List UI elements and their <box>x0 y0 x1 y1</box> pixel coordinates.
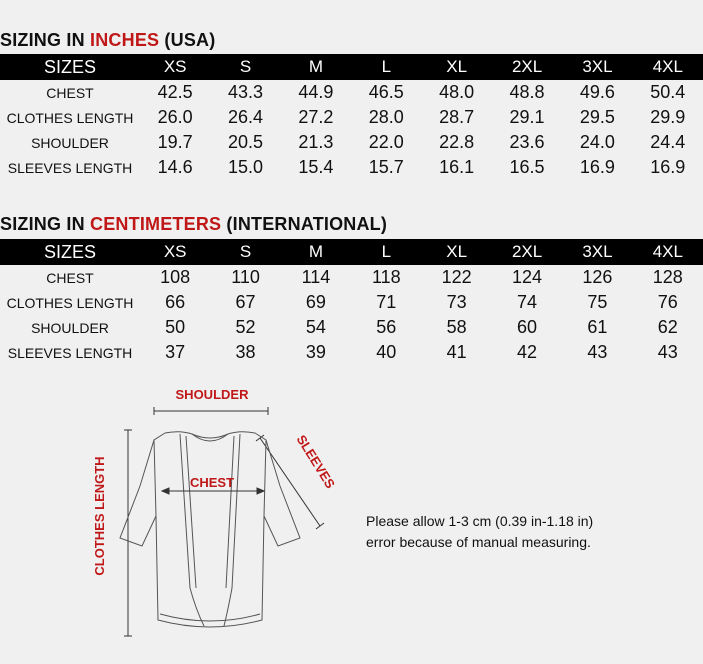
table-cell: 52 <box>235 317 256 337</box>
size-header: 4XL <box>633 54 703 80</box>
note-line-2: error because of manual measuring. <box>366 534 591 550</box>
table-cell: 14.6 <box>157 157 193 177</box>
table-row <box>0 105 703 130</box>
table-cell: 48.8 <box>509 82 545 102</box>
table-cell: 54 <box>305 317 326 337</box>
table-cell: 23.6 <box>509 132 545 152</box>
size-header: S <box>210 239 280 265</box>
size-header: M <box>281 54 351 80</box>
size-header: S <box>210 54 280 80</box>
table-cell: 28.7 <box>439 107 475 127</box>
table-cell: 43 <box>657 342 678 362</box>
size-header: M <box>281 239 351 265</box>
table-cell: 40 <box>376 342 397 362</box>
shoulder-measure-line <box>154 407 268 415</box>
table-cell: 61 <box>587 317 608 337</box>
table-cell: 20.5 <box>228 132 264 152</box>
table-cell: 60 <box>517 317 538 337</box>
centimeters-section-title <box>0 214 387 235</box>
table-cell: 114 <box>301 267 331 287</box>
table-cell: 16.1 <box>439 157 475 177</box>
table-cell: 19.7 <box>157 132 193 152</box>
table-row <box>0 155 703 180</box>
table-cell: 44.9 <box>298 82 334 102</box>
inches-title-suffix: (USA) <box>159 30 216 50</box>
table-cell: 122 <box>441 267 472 287</box>
size-header: 2XL <box>492 239 562 265</box>
size-header: 3XL <box>562 54 632 80</box>
table-cell: 39 <box>305 342 326 362</box>
size-header: XS <box>140 239 210 265</box>
table-row <box>0 290 703 315</box>
garment-measurement-diagram <box>0 378 360 664</box>
table-cell: 28.0 <box>368 107 404 127</box>
centimeters-size-table <box>0 239 703 365</box>
size-header: XL <box>422 54 492 80</box>
table-cell: 26.4 <box>228 107 264 127</box>
row-label: SHOULDER <box>31 134 109 151</box>
table-header-row <box>0 239 703 265</box>
table-cell: 49.6 <box>579 82 615 102</box>
chest-label: CHEST <box>189 475 235 490</box>
table-cell: 26.0 <box>157 107 193 127</box>
table-row <box>0 80 703 105</box>
table-cell: 27.2 <box>298 107 334 127</box>
table-cell: 43.3 <box>228 82 264 102</box>
table-cell: 48.0 <box>439 82 475 102</box>
table-cell: 66 <box>165 292 186 312</box>
shoulder-label: SHOULDER <box>175 387 249 402</box>
table-cell: 42 <box>517 342 538 362</box>
table-cell: 50.4 <box>650 82 686 102</box>
table-cell: 15.4 <box>298 157 334 177</box>
note-line-1: Please allow 1-3 cm (0.39 in-1.18 in) <box>366 513 594 529</box>
inches-section-title <box>0 30 215 51</box>
size-header: XS <box>140 54 210 80</box>
table-cell: 43 <box>587 342 608 362</box>
table-cell: 108 <box>160 267 191 287</box>
table-cell: 41 <box>446 342 467 362</box>
inches-size-table <box>0 54 703 180</box>
measurement-note <box>366 511 593 553</box>
table-row <box>0 315 703 340</box>
table-cell: 50 <box>165 317 186 337</box>
row-label: SLEEVES LENGTH <box>7 159 133 176</box>
row-label: CLOTHES LENGTH <box>6 294 134 311</box>
table-cell: 29.5 <box>579 107 615 127</box>
size-header: 4XL <box>633 239 703 265</box>
kimono-cardigan-outline <box>120 432 300 627</box>
table-cell: 74 <box>517 292 538 312</box>
row-label: CHEST <box>46 269 94 286</box>
sizes-header: SIZES <box>0 239 140 265</box>
table-cell: 24.0 <box>579 132 615 152</box>
table-row <box>0 265 703 290</box>
table-cell: 16.9 <box>650 157 686 177</box>
size-header: 2XL <box>492 54 562 80</box>
cm-title-prefix: SIZING IN <box>0 214 91 234</box>
table-cell: 37 <box>165 342 186 362</box>
table-cell: 67 <box>235 292 256 312</box>
size-header: XL <box>422 239 492 265</box>
table-cell: 24.4 <box>650 132 686 152</box>
table-cell: 38 <box>235 342 256 362</box>
row-label: CLOTHES LENGTH <box>6 109 134 126</box>
table-cell: 29.9 <box>650 107 686 127</box>
size-header: L <box>351 54 421 80</box>
row-label: CHEST <box>46 84 94 101</box>
clothes-length-measure-line <box>124 430 132 636</box>
table-cell: 56 <box>376 317 397 337</box>
table-cell: 22.0 <box>368 132 404 152</box>
table-cell: 15.7 <box>368 157 404 177</box>
table-cell: 69 <box>305 292 326 312</box>
table-cell: 73 <box>446 292 467 312</box>
cm-title-suffix: (INTERNATIONAL) <box>221 214 388 234</box>
table-cell: 62 <box>657 317 678 337</box>
table-row <box>0 340 703 365</box>
table-cell: 76 <box>657 292 678 312</box>
sizes-header: SIZES <box>0 54 140 80</box>
table-cell: 29.1 <box>509 107 545 127</box>
table-cell: 128 <box>652 267 683 287</box>
table-cell: 71 <box>376 292 397 312</box>
table-cell: 21.3 <box>298 132 334 152</box>
table-header-row <box>0 54 703 80</box>
table-cell: 58 <box>446 317 467 337</box>
table-cell: 124 <box>512 267 543 287</box>
inches-title-accent: INCHES <box>90 30 160 50</box>
table-cell: 75 <box>587 292 608 312</box>
clothes-length-label: CLOTHES LENGTH <box>92 456 107 576</box>
size-header: 3XL <box>562 239 632 265</box>
table-cell: 110 <box>231 267 260 287</box>
row-label: SHOULDER <box>31 319 109 336</box>
cm-title-accent: CENTIMETERS <box>90 214 222 234</box>
sleeves-label: SLEEVES <box>293 432 339 492</box>
inches-title-prefix: SIZING IN <box>0 30 91 50</box>
table-cell: 42.5 <box>157 82 193 102</box>
row-label: SLEEVES LENGTH <box>7 344 133 361</box>
table-cell: 15.0 <box>228 157 264 177</box>
table-cell: 16.9 <box>579 157 615 177</box>
table-cell: 126 <box>582 267 613 287</box>
table-cell: 118 <box>371 267 401 287</box>
table-row <box>0 130 703 155</box>
size-header: L <box>351 239 421 265</box>
table-cell: 22.8 <box>439 132 475 152</box>
table-cell: 46.5 <box>368 82 404 102</box>
table-cell: 16.5 <box>509 157 545 177</box>
